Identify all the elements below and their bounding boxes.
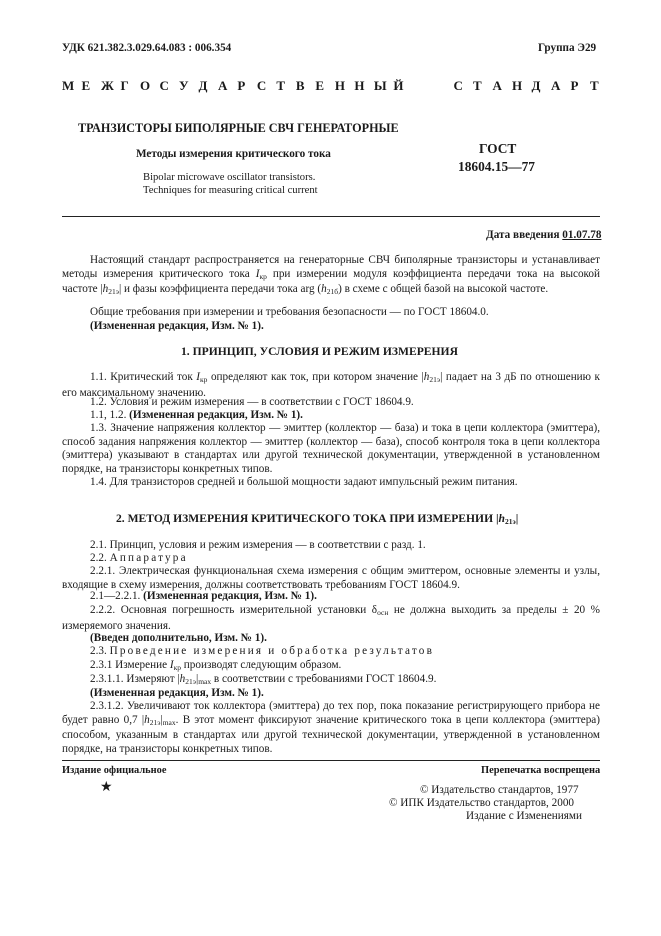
banner-letter: М [62,78,75,93]
banner-letter: С [453,78,463,93]
interstate-standard-banner [62,78,600,94]
title-divider [62,216,600,217]
banner-letter: Ы [373,78,387,93]
clause-2-2-2-added: (Введен дополнительно, Изм. № 1). [90,632,267,644]
reprint-prohibited: Перепечатка воспрещена [481,765,601,776]
clause-1-2: 1.2. Условия и режим измерения — в соответствии с ГОСТ 18604.9. [90,396,414,408]
clause-2-1: 2.1. Принцип, условия и режим измерения — в соответствии с разд. 1. [90,539,426,551]
clause-2-3-1-1-amendment: (Измененная редакция, Изм. № 1). [90,687,264,699]
intro-paragraph: Настоящий стандарт распространяется на генераторные СВЧ биполярные транзисторы и устанавливает методы измерения критического тока $I_{кр}$ при измерении модуля коэффициента передачи тока на высокой частоте $|h_{21э}|$ и фазы коэффициента передачи тока arg $(h_{21б})$ в схеме с общей базой на высокой частоте. [62,254,601,297]
clause-2-3-1-1: 2.3.1.1. Измеряют $|h_{21э}|_{max}$ в соответствии с требованиями ГОСТ 18604.9. [90,673,437,686]
banner-letter: Ж [100,78,114,93]
gost-label: ГОСТ [479,141,517,156]
banner-letter: Й [393,78,404,93]
standard-title: ТРАНЗИСТОРЫ БИПОЛЯРНЫЕ СВЧ ГЕНЕРАТОРНЫЕ [78,121,399,135]
edition-with-amendments: Издание с Изменениями [466,810,582,822]
official-edition: Издание официальное [62,765,167,776]
banner-letter: С [159,78,169,93]
banner-letter: Т [276,78,286,93]
gost-number: 18604.15—77 [458,159,535,174]
clause-2-1-2-2-1-amendment [62,590,600,604]
clause-1-1: 1.1. Критический ток $I_{кр}$ определяют как ток, при котором значение $|h_{21э}|$ падает на 3 дБ по отношению к его максимальному значению. [62,371,600,399]
banner-letter: А [492,78,502,93]
clause-2-3-1: 2.3.1 Измерение $I_{кр}$ производят следующим образом. [90,659,342,672]
banner-letter: Р [237,78,246,93]
star-icon: ★ [100,780,113,795]
intro-date-value: 01.07.78 [562,229,602,241]
clause-2-2: 2.2. Аппаратура [90,552,188,564]
section2-heading: 2. МЕТОД ИЗМЕРЕНИЯ КРИТИЧЕСКОГО ТОКА ПРИ ИЗМЕРЕНИИ $|h_{21э}|$ [116,512,519,526]
english-title-line2: Techniques for measuring critical current [143,185,318,196]
amendment-prefix: 1.1, 1.2. [90,409,127,421]
intro-date [486,229,601,243]
intro-amendment: (Измененная редакция, Изм. № 1). [90,320,264,332]
standard-subtitle: Методы измерения критического тока [136,148,331,160]
clause-1-3: 1.3. Значение напряжения коллектор — эмиттер (коллектор — база) и тока в цепи коллектора (эмиттера), способ задания напряжения коллектор — эмиттер (коллектор — база), способ контроля тока в цепи коллектора (эмиттера) указывают в стандартах или другой технической документации, утвержденной в установленном порядке, на транзисторы конкретных типов. [62,422,600,475]
intro-date-label: Дата введения [486,229,560,241]
banner-letter: Т [590,78,599,93]
banner-letter: У [178,78,189,93]
general-requirements: Общие требования при измерении и требования безопасности — по ГОСТ 18604.0. [90,306,489,318]
banner-letter: Н [354,78,365,93]
group-code: Группа Э29 [538,42,597,54]
clause-2-3-1-2: 2.3.1.2. Увеличивают ток коллектора (эмиттера) до тех пор, пока показание регистрирующего прибора не будет равно 0,7 $|h_{21э}|_{max}$. В этот момент фиксируют значение критического тока в цепи коллектора (эмиттера) способом, указанным в стандартах или другой технической документации, утвержденной в установленном порядке, на транзисторы конкретных типов. [62,700,600,755]
footer-divider [62,760,600,761]
amendment-text: (Измененная редакция, Изм. № 1). [129,409,303,421]
banner-letter: В [295,78,305,93]
amendment-text: (Измененная редакция, Изм. № 1). [143,590,317,602]
banner-letter: Е [315,78,325,93]
section1-heading: 1. ПРИНЦИП, УСЛОВИЯ И РЕЖИМ ИЗМЕРЕНИЯ [181,345,458,358]
banner-letter: Н [512,78,523,93]
clause-2-3: 2.3. Проведение измерения и обработка результатов [90,645,435,657]
copyright-1977: © Издательство стандартов, 1977 [420,784,579,796]
banner-letter: Н [334,78,346,93]
banner-letter: Р [570,78,579,93]
udk-code: УДК 621.382.3.029.64.083 : 006.354 [62,42,232,54]
banner-letter: Е [81,78,91,93]
clause-2-2-1: 2.2.1. Электрическая функциональная схема измерения с общим эмиттером, основные элементы и узлы, входящие в схему измерения, должны соответствовать требованиям ГОСТ 18604.9. [62,565,600,591]
clause-1-1-1-2-amendment [62,409,600,423]
banner-letter: Д [198,78,208,93]
copyright-2000: © ИПК Издательство стандартов, 2000 [389,797,575,809]
clause-2-2-2: 2.2.2. Основная погрешность измерительной установки $\delta_{осн}$ не должна выходить за пределы ± 20 % измеряемого значения. [62,604,600,632]
banner-letter: Т [473,78,482,93]
banner-letter: Г [120,78,129,93]
amendment-prefix: 2.1—2.2.1. [90,590,141,602]
english-title-line1: Bipolar microwave oscillator transistors. [143,172,316,183]
clause-1-4: 1.4. Для транзисторов средней и большой мощности задают импульсный режим питания. [90,476,518,488]
banner-letter: С [256,78,267,93]
banner-letter: О [139,78,151,93]
banner-letter: А [551,78,561,93]
banner-letter: А [217,78,228,93]
banner-letter: Д [531,78,541,93]
